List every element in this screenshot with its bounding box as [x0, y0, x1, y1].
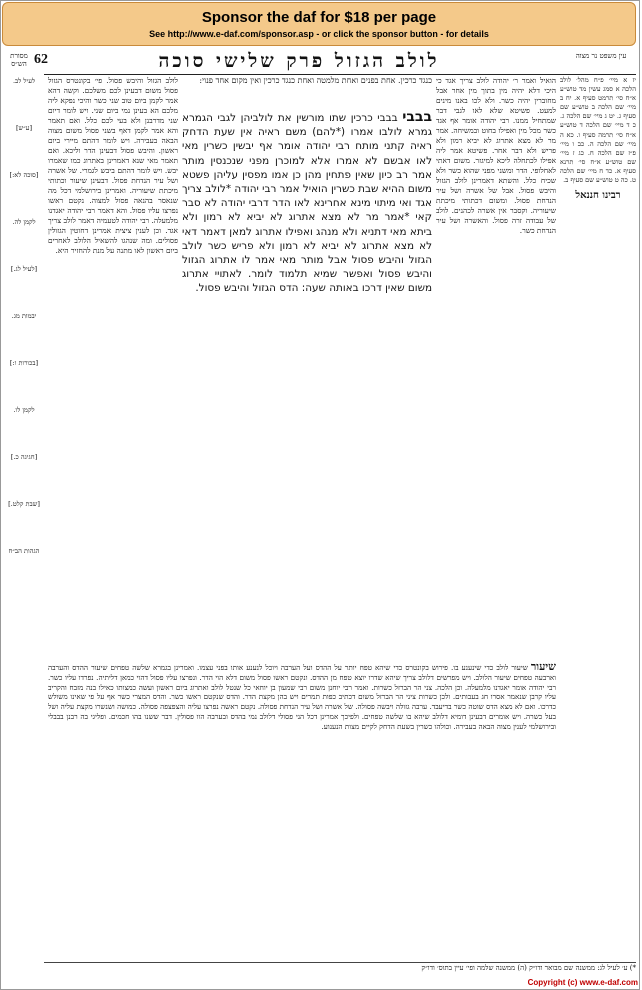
mesoret-column: [4, 76, 44, 976]
mesoret-note: הגהות הב״ח: [8, 547, 40, 555]
copyright-link[interactable]: Copyright (c) www.e-daf.com: [527, 978, 638, 987]
mesoret-note: יבמות מג.: [11, 312, 37, 320]
gemara-body: בבבי כרכין שתו מורשין את לולביהן לגבי הגמרא גמרא לולבו אמרו (*להם) משם ראיה אין שעת הדחק ראיה קתני מותח רבי יהודה אומר אף יבשין כשרין מאי לאו אבשם לא אמרו אלא למוכרן מפני שנכנסין מותר אמר רב כיון שאין פתחין מהן כן אמו מפסין עליהן פשטא משום ההיא שבת כשרין הואיל אמר רבי יהודה *לולב צריך אגד ואי מיתוי מינא אחרינא לאו הדר דרבי יהודה לא סבר קאי *אמר מר לא מצא אתרוג לא יביא לא רמון ולא ביתא מאי דתניא ולא מנהג ואפילו אתרוג למאן דאמר דאי לא מצא אתרוג לא יביא לא רמון ולא פריש כשר לולב הגזול והיבש פסול אבל מותר מאי אמר לו אתרוג הגזול והיבש פסול ואפשר שמיא תלמוד לומר. לאתויי אתרוג משום שאין דרכו באותה שעה: הדס הגזול והיבש פסול.: [182, 112, 432, 295]
mesoret-note: [ע״ש]: [15, 124, 33, 132]
gemara-bold-start: בבבי: [402, 109, 432, 125]
talmud-page: [4, 50, 636, 978]
mesoret-note: [לעיל לג.]: [10, 265, 38, 273]
page-header: [4, 50, 636, 72]
rashi-column: [436, 76, 556, 666]
lower-commentary: [48, 662, 556, 958]
rashi-text: הואיל ואמר ר׳ יהודה לולב צריך אגד כי היכי דלא יהיה מין בתוך מין אחר אבל מחוברין יהיה כשר. ולא לכו באנו מינים למעט. פשיטא שלא לאו לגבי דבר שמתחיל ממנו. רבי יהודה אומר אף אגד כשר מכל מין ואפילו בחוט ובמשיחה. אמר מר לא מצא אתרוג לא יביא רמון ולא פריש ולא דבר אחר. פשיטא אמר ליה אפילו לכתחלה ליכא למיגזר. משום דאתי לאחלופי. הדר ומשני מפני שהוא כשר ולא שכיח כלל. והשתא דאמרינן לולב הגזול והיבש פסול. אבל של אשרה ושל עיר הנדחת פסול. ומשום דכתותי מיכתת שיעוריה. וקסבר אין אשרה לכהנים. לולב של עבודה זרה פסול. והאשרה ושל עיר הנדחת כשר.: [436, 76, 556, 235]
ein-mishpat-column: [560, 76, 636, 976]
mesoret-note: [שבת קלט.]: [8, 500, 40, 508]
gemara-text: [182, 110, 432, 296]
page-title: לולב הגזול פרק שלישי סוכה: [158, 50, 440, 72]
rabbeinu-chananel-heading: רבינו חננאל: [575, 190, 621, 202]
mesoret-note: [סוכה לא:]: [9, 171, 39, 179]
mesoret-label: מסורת הש״ס: [10, 52, 28, 68]
ein-mishpat-label: עין משפט נר מצוה: [575, 52, 627, 60]
ein-mishpat-text: יז א מיי׳ פ״ח מהל׳ לולב הלכה א סמג עשין מד טוש״ע א״ח סי׳ תרמט סעיף א. יח ב מיי׳ שם הלכה ב טוש״ע שם סעיף ג. יט ג מיי׳ שם הלכה ג. כ ד מיי׳ שם הלכה ד טוש״ע א״ח סי׳ תרמה סעיף ו. כא ה מיי׳ שם הלכה ה. כב ו מיי׳ פ״ז שם הלכה ח. כג ז מיי׳ שם טוש״ע א״ח סי׳ תרנא סעיף א. כד ח מיי׳ שם הלכה ט. כה ט טוש״ע שם סעיף ב.: [560, 76, 636, 185]
header-divider: [44, 74, 636, 75]
mesoret-note: לעיל לב.: [12, 77, 36, 85]
mesoret-note: [בכורות ו:]: [9, 359, 39, 367]
mesoret-note: [חגיגה כ.]: [10, 453, 38, 461]
gemara-column: [182, 76, 432, 656]
page-footnotes: *) ע׳ לעיל לג: ממשנה שם מבואר ודו״ק (ה) ממשנה שלמה ופי׳ עיין בתוס׳ ודו״ק: [44, 962, 636, 973]
mesoret-note: לקמן לו.: [13, 406, 35, 414]
lower-bold-start: שיעור: [530, 662, 556, 673]
tosafot-text: לולב הגזול והיבש פסול. פי׳ בקונטרס הגזול פסול משום דבעינן לכם משלכם. וקשה דהא אמר לקמן ביום טוב שני כשר והיכי נפקא ליה מלכם הא בעינן נמי ביום שני. ויש לומר דיום שני מדרבנן ולא בעי לכם כלל. ואם תאמר והא אמר לקמן דאף בשני פסול משום מצוה הבאה בעבירה. ויש לומר דהתם מיירי ביום ראשון. והיבש פסול דבעינן הדר וליכא. ואם תאמר מאי שנא דאמרינן באתרוג כמו שאמרו יבש. ויש לומר דהתם ביבש לגמרי. של אשרה ושל עיר הנדחת פסול. דבעינן שיעור וכתותי מיכתת שיעוריה. ואמרינן בירושלמי דכל מה שנאסר בהנאה פסול למצוה. נקטם ראשו נפרצו עליו פסול. והא דאמר רבי יהודה יאגדנו מלמעלה. רבי יהודה לטעמיה דאמר לולב צריך אגד. וכן לענין ציצית אמרינן דחוטין הגזולין פסולים. ומה שנהגו להשאיל הלולב לאחרים ביום ראשון לאו מתנה על מנת להחזיר היא.: [48, 76, 178, 255]
gemara-header-text: כנגד כרכין. אחת בפנים ואחת מלמטה ואחת כנגד כרכין ואין מקום אחד פנוי:: [199, 76, 432, 85]
lower-text: שיעור לולב כדי שינענע בו. פירוש בקונטרס כדי שיהא טפח יותר על ההדס ועל הערבה ויוכל לנענע אותו בפני עצמו. ואמרינן בגמרא שלשה טפחים שיעור ההדס והערבה וארבעה טפחים שיעור הלולב. ויש מפרשים דלולב צריך שיהא שדרו יוצא טפח מן ההדס. ונקטם ראשו פסול משום דלא הוי הדר. ונפרצו עליו פסול דהוי כמאן דליתיה. נפרדו עליו כשר. רבי יהודה אומר יאגדנו מלמעלה. וכן הלכה. צני הר הברזל כשרות. ואמר רבי יוחנן משום רבי שמעון בן יוחאי כל שנטל לולב ואתרוג ביום ראשון ועשה כמצותו כאילו בנה מזבח והקריב עליו קרבן שנאמר אסרו חג בעבותים. ולכן כשרות ציני הר הברזל משום דכתיב כפות תמרים ויש בהן מקצת הדר. והדס שנקטם ראשו כשר. והדס המצרי כשר אף על פי שאינו משולש כדרכו. ואם לא מצא הדס שוטה כשר בדיעבד. ערבה גזולה ויבשה פסולה. של אשרה ושל עיר הנדחת פסולה. נקטם ראשה נפרצו עליה והצפצפה פסולה. כמושה ושנשרו מקצת עליה ושל בעל כשרה. ויש אומרים דבעינן דומיא דלולב שיהא בו שלשה טפחים. ולפיכך אמרינן דכל הני פסולי דלולב נמי בהדס ובערבה הוו פסולין. דבר ששנו בהו חכמים. ופליגי בה רבנן בבבלי ובירושלמי לענין מצוה הבאה בעבירה. וכולהו כשרין בשעת הדחק לקיים מצות הנענוע.: [48, 663, 556, 731]
page-number: 62: [34, 52, 48, 67]
sponsor-subtitle[interactable]: See http://www.e-daf.com/sponsor.asp - or click the sponsor button - for details: [149, 29, 489, 39]
sponsor-banner[interactable]: [2, 2, 636, 46]
mesoret-note: לקמן לה.: [12, 218, 36, 226]
tosafot-column: [48, 76, 178, 596]
sponsor-title[interactable]: Sponsor the daf for $18 per page: [201, 9, 437, 26]
